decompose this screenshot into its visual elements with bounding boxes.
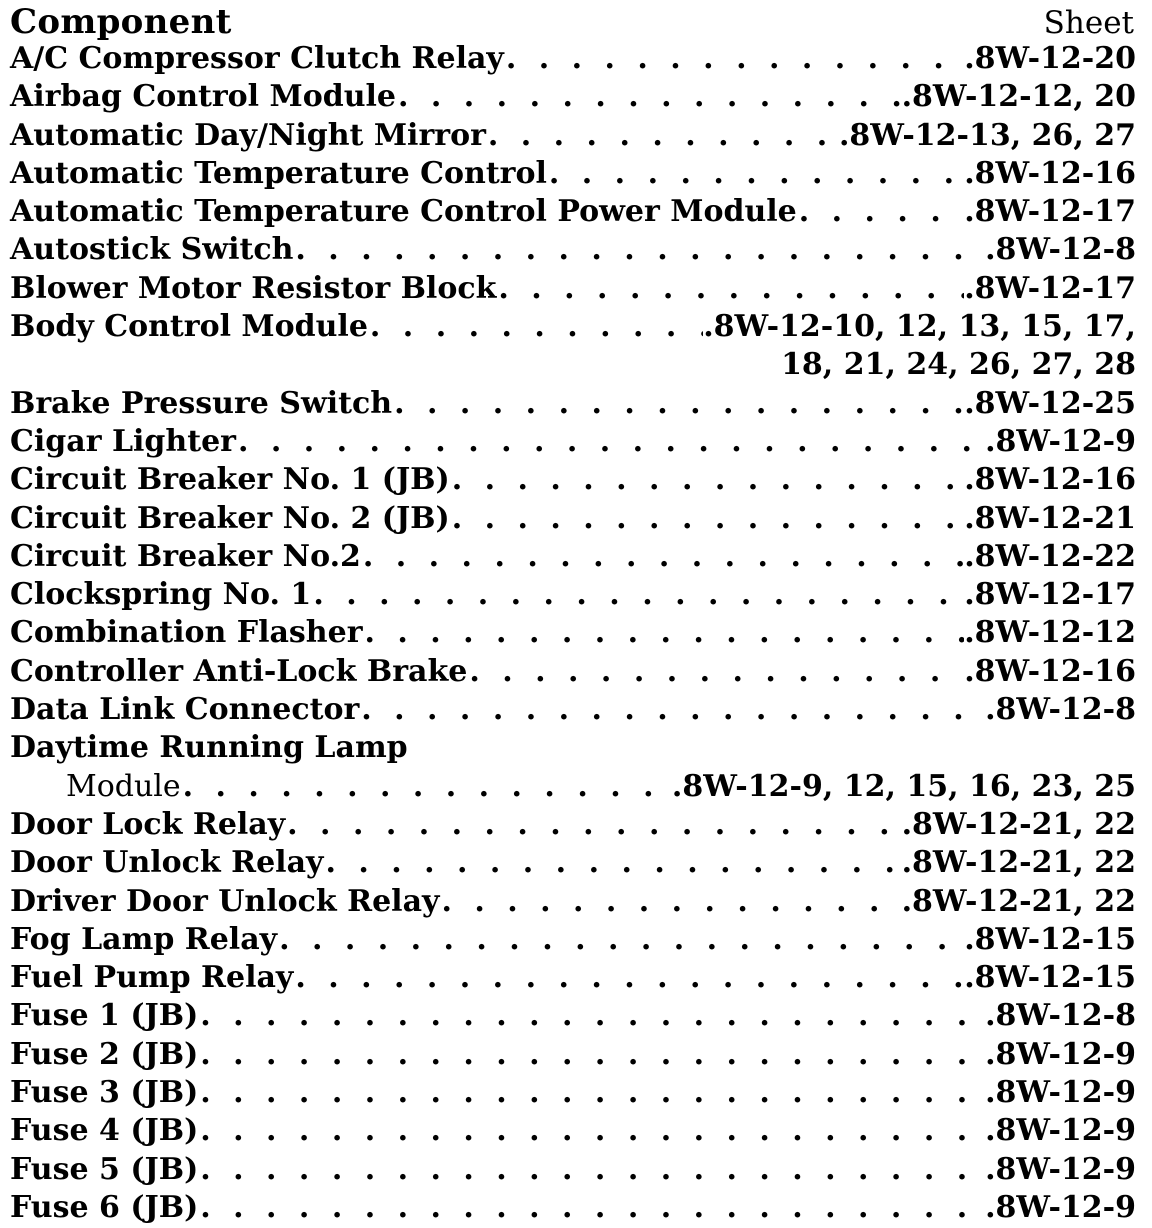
component-name: Daytime Running Lamp	[10, 730, 408, 766]
list-item	[10, 308, 1136, 346]
sheet-reference: .8W-12-9	[985, 1113, 1136, 1149]
list-item	[10, 997, 1136, 1035]
component-name: Door Lock Relay	[10, 806, 286, 842]
sheet-reference: .8W-12-16	[964, 155, 1136, 191]
dot-leader	[368, 308, 703, 346]
dot-leader	[467, 653, 964, 691]
list-item	[10, 538, 1136, 576]
list-item	[10, 78, 1136, 116]
list-item	[10, 883, 1136, 921]
sheet-reference: .8W-12-9, 12, 15, 16, 23, 25	[671, 768, 1136, 804]
dot-leader	[311, 576, 964, 614]
dot-leader	[450, 461, 965, 499]
dot-leader	[277, 921, 964, 959]
dot-leader	[293, 231, 985, 269]
dot-leader	[198, 997, 985, 1035]
dot-leader	[198, 1112, 985, 1150]
dot-leader	[396, 78, 902, 116]
list-item	[10, 500, 1136, 538]
component-name: Fog Lamp Relay	[10, 921, 278, 957]
list-item	[10, 1189, 1136, 1227]
component-name: Circuit Breaker No. 2 (JB)	[10, 500, 450, 536]
component-name: Automatic Temperature Control Power Module	[10, 194, 797, 230]
sheet-reference: .8W-12-12	[964, 615, 1136, 651]
component-name: Fuse 3 (JB)	[10, 1075, 199, 1111]
component-name: Brake Pressure Switch	[10, 385, 393, 421]
list-item	[10, 576, 1136, 614]
sheet-column-heading: Sheet	[1043, 5, 1134, 41]
list-item	[10, 653, 1136, 691]
sheet-reference: .8W-12-16	[964, 462, 1136, 498]
component-name: Fuel Pump Relay	[10, 960, 294, 996]
component-name-continued: Module	[66, 768, 181, 804]
list-item	[10, 806, 1136, 844]
dot-leader	[293, 959, 964, 997]
sheet-reference: .8W-12-17	[964, 270, 1136, 306]
sheet-reference: .8W-12-21, 22	[901, 883, 1136, 919]
component-name: Airbag Control Module	[10, 79, 397, 115]
sheet-reference: .8W-12-17	[964, 577, 1136, 613]
sheet-reference: .8W-12-8	[985, 692, 1136, 728]
component-name: Fuse 1 (JB)	[10, 998, 199, 1034]
dot-leader	[797, 193, 964, 231]
sheet-reference: .8W-12-9	[985, 423, 1136, 459]
dot-leader	[181, 768, 672, 806]
component-name: Circuit Breaker No. 1 (JB)	[10, 462, 450, 498]
dot-leader	[392, 385, 964, 423]
list-item	[10, 1112, 1136, 1150]
sheet-reference: .8W-12-21	[964, 500, 1136, 536]
sheet-reference-continued: 18, 21, 24, 26, 27, 28	[781, 347, 1136, 383]
component-name: Automatic Temperature Control	[10, 155, 547, 191]
list-item	[10, 844, 1136, 882]
sheet-reference: .8W-12-9	[985, 1151, 1136, 1187]
dot-leader	[236, 423, 985, 461]
component-name: Blower Motor Resistor Block	[10, 270, 497, 306]
dot-leader	[198, 1151, 985, 1189]
sheet-reference: .8W-12-13, 26, 27	[838, 117, 1136, 153]
list-item	[10, 1036, 1136, 1074]
dot-leader	[363, 614, 965, 652]
list-item	[10, 385, 1136, 423]
sheet-reference: .8W-12-22	[964, 538, 1136, 574]
component-list	[10, 40, 1136, 1227]
dot-leader	[486, 117, 839, 155]
dot-leader	[547, 155, 964, 193]
list-item	[10, 921, 1136, 959]
sheet-reference: .8W-12-9	[985, 1036, 1136, 1072]
component-name: Fuse 2 (JB)	[10, 1036, 199, 1072]
list-item	[10, 1151, 1136, 1189]
dot-leader	[496, 270, 964, 308]
component-name: Door Unlock Relay	[10, 845, 324, 881]
sheet-reference: .8W-12-20	[964, 41, 1136, 76]
list-item	[10, 117, 1136, 155]
component-name: Combination Flasher	[10, 615, 363, 651]
component-name: Controller Anti-Lock Brake	[10, 653, 468, 689]
sheet-reference: .8W-12-15	[964, 960, 1136, 996]
list-item	[10, 423, 1136, 461]
list-item	[10, 40, 1136, 78]
component-name: Driver Door Unlock Relay	[10, 883, 440, 919]
sheet-reference: .8W-12-17	[964, 194, 1136, 230]
sheet-reference: .8W-12-8	[985, 998, 1136, 1034]
list-item	[10, 270, 1136, 308]
list-item	[10, 729, 1136, 767]
list-item	[10, 691, 1136, 729]
component-name: Body Control Module	[10, 309, 368, 345]
component-name: Cigar Lighter	[10, 423, 236, 459]
list-item-continued	[10, 768, 1136, 806]
component-name: Fuse 4 (JB)	[10, 1113, 199, 1149]
sheet-reference: .8W-12-9	[985, 1189, 1136, 1225]
list-item	[10, 461, 1136, 499]
dot-leader	[359, 691, 985, 729]
component-name: Circuit Breaker No.2	[10, 538, 361, 574]
list-item	[10, 959, 1136, 997]
component-name: Autostick Switch	[10, 232, 294, 268]
component-name: Data Link Connector	[10, 692, 360, 728]
list-item	[10, 231, 1136, 269]
component-name: Automatic Day/Night Mirror	[10, 117, 486, 153]
sheet-reference: .8W-12-21, 22	[901, 845, 1136, 881]
dot-leader	[323, 844, 901, 882]
dot-leader	[285, 806, 901, 844]
sheet-reference: .8W-12-9	[985, 1075, 1136, 1111]
sheet-reference: .8W-12-12, 20	[901, 79, 1136, 115]
component-column-heading: Component	[10, 2, 232, 42]
list-item	[10, 1074, 1136, 1112]
dot-leader	[198, 1074, 985, 1112]
dot-leader	[439, 883, 901, 921]
dot-leader	[198, 1189, 985, 1227]
sheet-reference: .8W-12-15	[964, 921, 1136, 957]
list-item	[10, 614, 1136, 652]
sheet-reference: .8W-12-16	[964, 653, 1136, 689]
component-name: Fuse 6 (JB)	[10, 1189, 199, 1225]
dot-leader	[504, 40, 964, 78]
component-name: Fuse 5 (JB)	[10, 1151, 199, 1187]
component-name: A/C Compressor Clutch Relay	[10, 41, 504, 76]
dot-leader	[361, 538, 964, 576]
list-item	[10, 155, 1136, 193]
dot-leader	[198, 1036, 985, 1074]
sheet-reference: .8W-12-21, 22	[901, 806, 1136, 842]
component-name: Clockspring No. 1	[10, 577, 312, 613]
list-item	[10, 193, 1136, 231]
sheet-reference: .8W-12-10, 12, 13, 15, 17,	[703, 309, 1136, 345]
sheet-reference: .8W-12-8	[985, 232, 1136, 268]
table-header	[10, 2, 1136, 40]
dot-leader	[450, 500, 965, 538]
sheet-reference: .8W-12-25	[964, 385, 1136, 421]
